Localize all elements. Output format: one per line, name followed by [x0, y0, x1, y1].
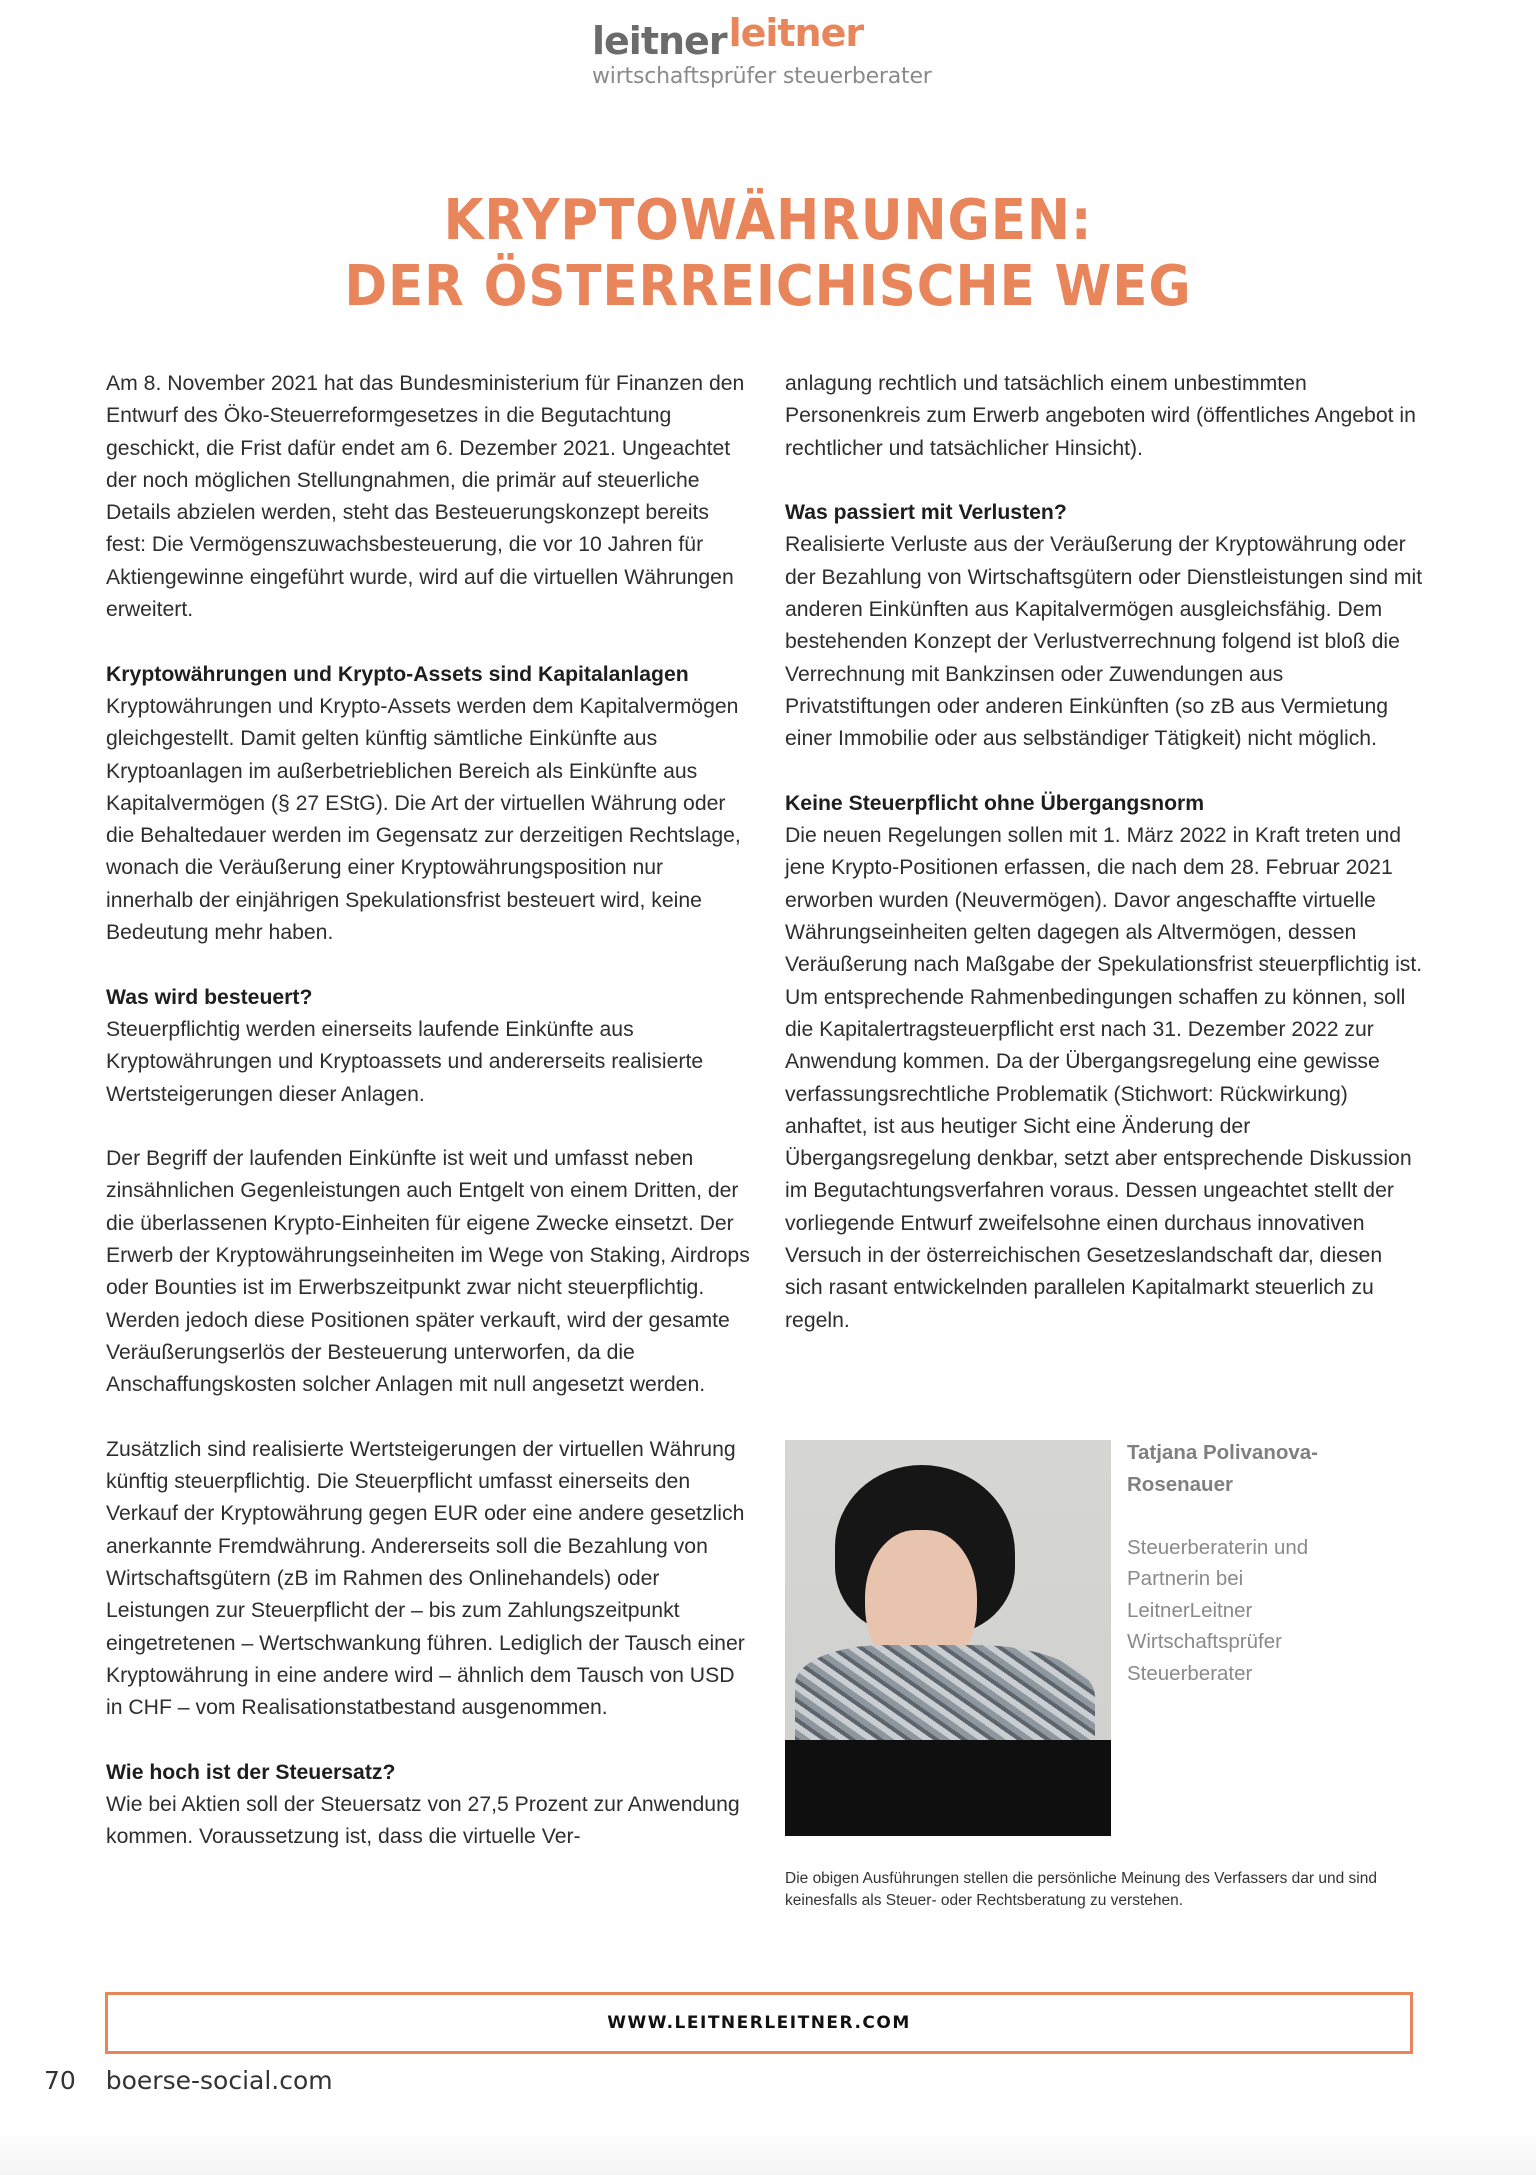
- section-text-verluste: Realisierte Verluste aus der Veräußerung der Kryptowährung oder der Bezahlung von Wirtschaftsgütern oder Dienstleistungen sind mit anderen Einkünften aus Kapitalvermögen ausgleichsfähig. Dem bestehenden Konzept der Verlustverrechnung folgend ist bloß die Verrechnung mit Bankzinsen oder Zuwendungen aus Privatstiftungen oder anderen Einkünften (so zB aus Vermietung einer Immobilie oder aus selbständiger Tätigkeit) nicht möglich.: [785, 533, 1423, 751]
- section-text-kapitalanlagen: Kryptowährungen und Krypto-Assets werden dem Kapitalvermögen gleichgestellt. Damit gelten künftig sämtliche Einkünfte aus Kryptoanlagen im außerbetrieblichen Bereich als Einkünfte aus Kapitalvermögen (§ 27 EStG). Die Art der virtuellen Währung oder die Behaltedauer werden im Gegensatz zur derzeitigen Rechtslage, wonach die Veräußerung einer Kryptowährungsposition nur innerhalb der einjährigen Spekulationsfrist besteuert wird, keine Bedeutung mehr haben.: [106, 694, 741, 945]
- page-number: 70: [44, 2066, 76, 2095]
- author-name-line-1: Tatjana Polivanova-: [1127, 1441, 1319, 1464]
- logo-tagline: wirtschaftsprüfer steuerberater: [592, 64, 932, 89]
- intro-paragraph: Am 8. November 2021 hat das Bundesministerium für Finanzen den Entwurf des Öko-Steuerreformgesetzes in die Begutachtung geschickt, die Frist dafür endet am 6. Dezember 2021. Ungeachtet der noch möglichen Stellungnahmen, die primär auf steuerliche Details abzielen werden, steht das Besteuerungskonzept bereits fest: Die Vermögenszuwachsbesteuerung, die vor 10 Jahren für Aktiengewinne eingeführt wurde, wird auf die virtuellen Währungen erweitert.: [106, 372, 745, 622]
- section-heading-verluste: Was passiert mit Verlusten?: [785, 501, 1067, 525]
- author-role: [1127, 1532, 1357, 1690]
- right-column: [785, 368, 1425, 1369]
- author-role-line: Wirtschaftsprüfer: [1127, 1630, 1282, 1653]
- author-name: [1127, 1437, 1357, 1500]
- leitnerleitner-logo: [592, 11, 1012, 89]
- author-box: [785, 1440, 1357, 1836]
- disclaimer: Die obigen Ausführungen stellen die persönliche Meinung des Verfassers dar und sind keinesfalls als Steuer- oder Rechtsberatung zu verstehen.: [785, 1870, 1377, 1909]
- author-role-line: LeitnerLeitner: [1127, 1598, 1253, 1622]
- logo-word-orange: leitner: [728, 11, 864, 55]
- left-column: [106, 368, 752, 1886]
- section-heading-was-wird-besteuert: Was wird besteuert?: [106, 985, 313, 1009]
- section-text-steuersatz: Wie bei Aktien soll der Steuersatz von 27,5 Prozent zur Anwendung kommen. Voraussetzung ist, dass die virtuelle Ver-: [106, 1793, 740, 1849]
- author-name-line-2: Rosenauer: [1127, 1472, 1233, 1496]
- section-heading-kapitalanlagen: Kryptowährungen und Krypto-Assets sind Kapitalanlagen: [106, 662, 689, 686]
- website-link[interactable]: WWW.LEITNERLEITNER.COM: [607, 2013, 911, 2033]
- website-link-box[interactable]: [105, 1992, 1413, 2054]
- continuation-paragraph: anlagung rechtlich und tatsächlich einem unbestimmten Personenkreis zum Erwerb angeboten wird (öffentliches Angebot in rechtlicher und tatsächlicher Hinsicht).: [785, 372, 1416, 460]
- author-role-line: Steuerberaterin und: [1127, 1535, 1309, 1559]
- section-text-besteuert-2: Der Begriff der laufenden Einkünfte ist weit und umfasst neben zinsähnlichen Gegenleistungen auch Entgelt von einem Dritten, der die überlassenen Krypto-Einheiten für eigene Zwecke einsetzt. Der Erwerb der Kryptowährungseinheiten im Wege von Staking, Airdrops oder Bounties ist im Erwerbszeitpunkt zwar nicht steuerpflichtig. Werden jedoch diese Positionen später verkauft, wird der gesamte Veräußerungserlös der Besteuerung unterworfen, da die Anschaffungskosten solcher Anlagen mit null angesetzt werden.: [106, 1147, 750, 1397]
- title-line-2: DER ÖSTERREICHISCHE WEG: [344, 254, 1192, 319]
- section-text-besteuert-1: Steuerpflichtig werden einerseits laufende Einkünfte aus Kryptowährungen und Kryptoassets und andererseits realisierte Wertsteigerungen dieser Anlagen.: [106, 1017, 704, 1106]
- section-text-uebergangsnorm: Die neuen Regelungen sollen mit 1. März 2022 in Kraft treten und jene Krypto-Positionen erfassen, die nach dem 28. Februar 2021 erworben wurden (Neuvermögen). Davor angeschaffte virtuelle Währungseinheiten gelten dagegen als Altvermögen, dessen Veräußerung nach Maßgabe der Spekulationsfrist steuerpflichtig ist. Um entsprechende Rahmenbedingungen schaffen zu können, soll die Kapitalertragsteuerpflicht erst nach 31. Dezember 2022 zur Anwendung kommen. Da der Übergangsregelung eine gewisse verfassungsrechtliche Problematik (Stichwort: Rückwirkung) anhaftet, ist aus heutiger Sicht eine Änderung der Übergangsregelung denkbar, setzt aber entsprechende Diskussion im Begutachtungsverfahren voraus. Dessen ungeachtet stellt der vorliegende Entwurf zweifelsohne einen durchaus innovativen Versuch in der österreichischen Gesetzeslandschaft dar, diesen sich rasant entwickelnden parallelen Kapitalmarkt steuerlich zu regeln.: [785, 824, 1423, 1332]
- author-role-line: Partnerin bei: [1127, 1567, 1244, 1590]
- logo-wordmark: [592, 11, 1012, 63]
- logo-word-gray: leitner: [592, 19, 727, 63]
- footer-site: boerse-social.com: [105, 2066, 333, 2095]
- author-info: [1127, 1437, 1357, 1836]
- photo-body-shape: [785, 1740, 1111, 1836]
- section-heading-steuersatz: Wie hoch ist der Steuersatz?: [106, 1760, 396, 1784]
- page-footer: [44, 2066, 333, 2095]
- author-role-line: Steuerberater: [1127, 1661, 1253, 1685]
- title-line-1: KRYPTOWÄHRUNGEN:: [443, 188, 1093, 253]
- section-heading-uebergangsnorm: Keine Steuerpflicht ohne Übergangsnorm: [785, 791, 1205, 815]
- article-title: [61, 188, 1474, 320]
- author-photo: [785, 1440, 1111, 1836]
- section-text-besteuert-3: Zusätzlich sind realisierte Wertsteigerungen der virtuellen Währung künftig steuerpflichtig. Die Steuerpflicht umfasst einerseits den Verkauf der Kryptowährung gegen EUR oder eine andere gesetzlich anerkannte Fremdwährung. Andererseits soll die Bezahlung von Wirtschaftsgütern (zB im Rahmen des Onlinehandels) oder Leistungen zur Steuerpflicht der – bis zum Zahlungszeitpunkt eingetretenen – Wertschwankung führen. Lediglich der Tausch einer Kryptowährung in eine andere wird – ähnlich dem Tausch von USD in CHF – vom Realisationstatbestand ausgenommen.: [106, 1437, 745, 1720]
